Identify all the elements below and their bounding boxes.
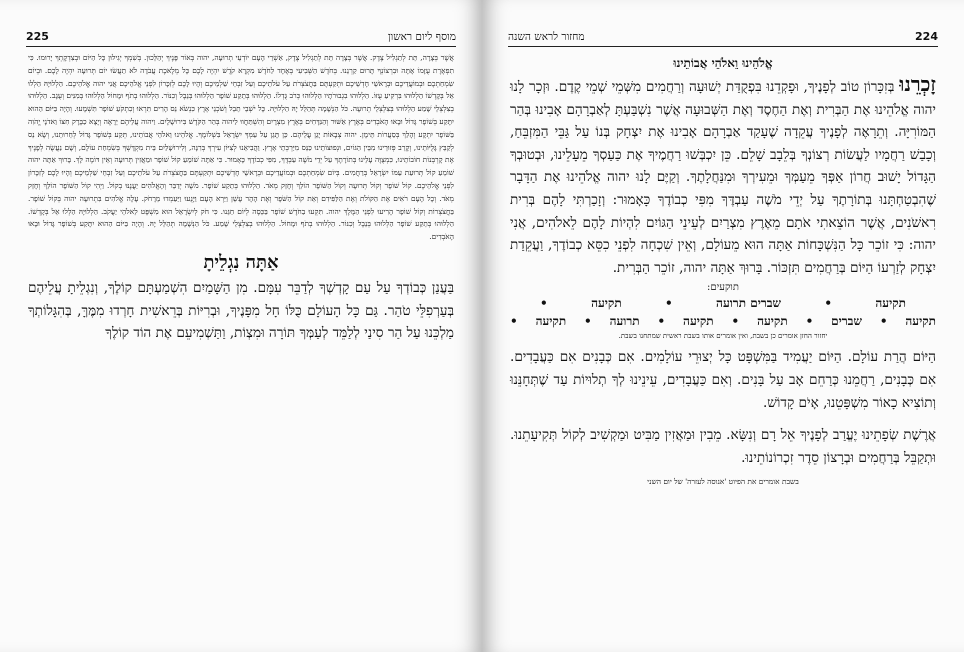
left-page-content xyxy=(28,52,454,642)
bullet-icon: • xyxy=(540,296,548,311)
zichronot-paragraph xyxy=(510,73,936,279)
shofar-call: תקיעה xyxy=(875,296,906,311)
zichronot-text: בְּזִכָּרוֹן טוֹב לְפָנֶיךָ, וּפָקְדֵנוּ בִּפְקֻדַּת יְשׁוּעָה וְרַחֲמִים מִשְּׁמֵי שְׁמֵי קֶדֶם. וּזְכָר לָנוּ יהוה אֱלֹהֵינוּ אֶת הַבְּרִית וְאֶת הַחֶסֶד וְאֶת הַשְּׁבוּעָה אֲשֶׁר נִשְׁבַּעְתָּ לְאַבְרָהָם אָבִינוּ בְּהַר הַמּוֹרִיָּה. וְתֵרָאֶה לְפָנֶיךָ עֲקֵדָה שֶׁעָקַד אַבְרָהָם אָבִינוּ אֶת יִצְחָק בְּנוֹ עַל גַּבֵּי הַמִּזְבֵּחַ, וְכָבַשׁ רַחֲמָיו לַעֲשׂוֹת רְצוֹנְךָ בְּלֵבָב שָׁלֵם. כֵּן יִכְבְּשׁוּ רַחֲמֶיךָ אֶת כַּעַסְךָ מֵעָלֵינוּ, וּבְטוּבְךָ הַגָּדוֹל יָשׁוּב חֲרוֹן אַפְּךָ מֵעַמְּךָ וּמֵעִירְךָ וּמִנַּחֲלָתֶךָ. וְקַיֶּם לָנוּ יהוה אֱלֹהֵינוּ אֶת הַדָּבָר שֶׁהִבְטַחְתָּנוּ בְּתוֹרָתֶךָ עַל יְדֵי מֹשֶׁה עַבְדֶּךָ מִפִּי כְבוֹדֶךָ כָּאָמוּר: וְזָכַרְתִּי לָהֶם בְּרִית רִאשֹׁנִים, אֲשֶׁר הוֹצֵאתִי אֹתָם מֵאֶרֶץ מִצְרַיִם לְעֵינֵי הַגּוֹיִם לִהְיוֹת לָהֶם לֵאלֹהִים, אֲנִי יהוה: כִּי זוֹכֵר כָּל הַנִּשְׁכָּחוֹת אַתָּה הוּא מֵעוֹלָם, וְאֵין שִׁכְחָה לִפְנֵי כִסֵּא כְבוֹדֶךָ, וַעֲקֵדַת יִצְחָק לְזַרְעוֹ הַיּוֹם בְּרַחֲמִים תִּזְכּוֹר. בָּרוּךְ אַתָּה יהוה, זוֹכֵר הַבְּרִית. xyxy=(510,79,936,276)
hayom-harat-olam-text: הַיּוֹם הֲרַת עוֹלָם. הַיּוֹם יַעֲמִיד בַּמִּשְׁפָּט כָּל יְצוּרֵי עוֹלָמִים. אִם כְּבָנִים אִם כַּעֲבָדִים. אִם כְּבָנִים, רַחֲמֵנוּ כְּרַחֵם אָב עַל בָּנִים. וְאִם כַּעֲבָדִים, עֵינֵינוּ לְךָ תְלוּיוֹת עַד שֶׁתְּחָנֵּנוּ וְתוֹצִיא כָאוֹר מִשְׁפָּטֵנוּ, אָיֹם קָדוֹשׁ. xyxy=(510,349,936,411)
areshet-sefateinu-text: אֲרֶשֶׁת שְׂפָתֵינוּ יֶעֱרַב לְפָנֶיךָ אֵל רָם וְנִשָּׂא. מֵבִין וּמַאֲזִין מַבִּיט וּמַקְשִׁיב לְקוֹל תְּקִיעָתֵנוּ. וּתְקַבֵּל בְּרַחֲמִים וּבְרָצוֹן סֵדֶר זִכְרוֹנוֹתֵינוּ. xyxy=(510,427,936,466)
shofar-call: תקיעה xyxy=(757,314,788,329)
shofar-call: תרועה xyxy=(609,314,640,329)
shofar-note: יחזור החזן אומרים כן בשבת, ואין אומרים אותו בשבת ראשית שמתחנו בשבת. xyxy=(618,332,828,341)
footer-note: בשבת אומרים את הפיוט 'אנוסה לעזרה' של יום השני xyxy=(647,477,799,487)
shofar-sequence-2 xyxy=(510,314,936,329)
bullet-icon: • xyxy=(584,314,592,329)
left-running-title: מוסף ליום ראשון xyxy=(387,31,456,43)
right-running-head xyxy=(508,30,938,47)
shofar-call: תקיעה xyxy=(683,314,714,329)
shofarot-small-text: אֲשֶׁר בְּצָרָה, תֵּת לְתַגְלִיל צֶדֶק. אֲשֶׁר בְּצָרָה תֵּת לְתַגְלִיל צֶדֶק, אַשְׁרֵי הָעָם יוֹדְעֵי תְרוּעָה, יהוה בְּאוֹר פָּנֶיךָ יְהַלֵּכוּן. בְּשִׁמְךָ יְגִילוּן כָּל הַיּוֹם וּבְצִדְקָתְךָ יָרוּמוּ. כִּי תִפְאֶרֶת עֻזָּמוֹ אָתָּה וּבִרְצוֹנְךָ תָּרוּם קַרְנֵנוּ. בְּחֹדֶשׁ הַשְּׁבִיעִי בְּאֶחָד לַחֹדֶשׁ מִקְרָא קֹדֶשׁ יִהְיֶה לָכֶם כָּל מְלֶאכֶת עֲבֹדָה לֹא תַעֲשׂוּ יוֹם תְּרוּעָה יִהְיֶה לָכֶם. וּבְיוֹם שִׂמְחַתְכֶם וּבְמוֹעֲדֵיכֶם וּבְרָאשֵׁי חָדְשֵׁיכֶם וּתְקַעְתֶּם בַּחֲצֹצְרֹת עַל עֹלֹתֵיכֶם וְעַל זִבְחֵי שַׁלְמֵיכֶם וְהָיוּ לָכֶם לְזִכָּרוֹן לִפְנֵי אֱלֹהֵיכֶם אֲנִי יהוה אֱלֹהֵיכֶם. הַלְלוּיָהּ הַלְלוּ אֵל בְּקָדְשׁוֹ הַלְלוּהוּ בִּרְקִיעַ עֻזּוֹ. הַלְלוּהוּ בִגְבוּרֹתָיו הַלְלוּהוּ כְּרֹב גֻּדְלוֹ. הַלְלוּהוּ בְּתֵקַע שׁוֹפָר הַלְלוּהוּ בְּנֵבֶל וְכִנּוֹר. הַלְלוּהוּ בְתֹף וּמָחוֹל הַלְלוּהוּ בְּמִנִּים וְעֻגָב. הַלְלוּהוּ בְצִלְצְלֵי שָׁמַע הַלְלוּהוּ בְּצִלְצְלֵי תְרוּעָה. כֹּל הַנְּשָׁמָה תְּהַלֵּל יָהּ הַלְלוּיָהּ. כָּל יֹשְׁבֵי תֵבֵל וְשֹׁכְנֵי אָרֶץ כִּנְשֹׂא נֵס הָרִים תִּרְאוּ וְכִתְקֹעַ שׁוֹפָר תִּשְׁמָעוּ. וְהָיָה בַּיּוֹם הַהוּא יִתָּקַע בְּשׁוֹפָר גָּדוֹל וּבָאוּ הָאֹבְדִים בְּאֶרֶץ אַשּׁוּר וְהַנִּדָּחִים בְּאֶרֶץ מִצְרָיִם וְהִשְׁתַּחֲווּ לַיהוה בְּהַר הַקֹּדֶשׁ בִּירוּשָׁלָיִם. וַיהוה עֲלֵיהֶם יֵרָאֶה וְיָצָא כַבָּרָק חִצּוֹ וַאדֹנָי יֱהֹוִה בַּשּׁוֹפָר יִתְקָע וְהָלַךְ בְּסַעֲרוֹת תֵּימָן. יהוה צְבָאוֹת יָגֵן עֲלֵיהֶם. כֵּן תָּגֵן עַל עַמְּךָ יִשְׂרָאֵל בִּשְׁלוֹמֶךָ. אֱלֹהֵינוּ וֵאלֹהֵי אֲבוֹתֵינוּ, תְּקַע בְּשׁוֹפָר גָּדוֹל לְחֵרוּתֵנוּ, וְשָׂא נֵס לְקַבֵּץ גָּלֻיּוֹתֵינוּ, וְקָרֵב פְּזוּרֵינוּ מִבֵּין הַגּוֹיִם, וּנְפוּצוֹתֵינוּ כַּנֵּס מִיַּרְכְּתֵי אָרֶץ. וַהֲבִיאֵנוּ לְצִיּוֹן עִירְךָ בְּרִנָּה, וְלִירוּשָׁלַיִם בֵּית מִקְדָּשְׁךָ בְּשִׂמְחַת עוֹלָם, וְשָׁם נַעֲשֶׂה לְפָנֶיךָ אֶת קָרְבְּנוֹת חוֹבוֹתֵינוּ, כִּמְצֻוֶּה עָלֵינוּ בְּתוֹרָתֶךָ עַל יְדֵי מֹשֶׁה עַבְדֶּךָ, מִפִּי כְבוֹדֶךָ כָּאָמוּר. כִּי אַתָּה שׁוֹמֵעַ קוֹל שׁוֹפָר וּמַאֲזִין תְּרוּעָה וְאֵין דּוֹמֶה לָּךְ. בָּרוּךְ אַתָּה יהוה שׁוֹמֵעַ קוֹל תְּרוּעַת עַמּוֹ יִשְׂרָאֵל בְּרַחֲמִים. בְּיוֹם שִׂמְחַתְכֶם וּבְמוֹעֲדֵיכֶם וּבְרָאשֵׁי חָדְשֵׁיכֶם וּתְקַעְתֶּם בַּחֲצֹצְרֹת עַל עֹלֹתֵיכֶם וְעַל זִבְחֵי שַׁלְמֵיכֶם וְהָיוּ לָכֶם לְזִכָּרוֹן לִפְנֵי אֱלֹהֵיכֶם. קוֹל שׁוֹפָר וְקוֹל תְּרוּעָה וְקוֹל הַשּׁוֹפָר הוֹלֵךְ וְחָזֵק מְאֹד. הַלְלוּהוּ בְּתֵקַע שׁוֹפָר. מֹשֶׁה יְדַבֵּר וְהָאֱלֹהִים יַעֲנֶנּוּ בְקוֹל. וַיְהִי קוֹל הַשּׁוֹפָר הוֹלֵךְ וְחָזֵק מְאֹד. וְכָל הָעָם רֹאִים אֶת הַקּוֹלֹת וְאֶת הַלַּפִּידִם וְאֵת קוֹל הַשֹּׁפָר וְאֶת הָהָר עָשֵׁן וַיַּרְא הָעָם וַיָּנֻעוּ וַיַּעַמְדוּ מֵרָחֹק. עָלָה אֱלֹהִים בִּתְרוּעָה יהוה בְּקוֹל שׁוֹפָר. בַּחֲצֹצְרוֹת וְקוֹל שׁוֹפָר הָרִיעוּ לִפְנֵי הַמֶּלֶךְ יהוה. תִּקְעוּ בַחֹדֶשׁ שׁוֹפָר בַּכֵּסֶה לְיוֹם חַגֵּנוּ. כִּי חֹק לְיִשְׂרָאֵל הוּא מִשְׁפָּט לֵאלֹהֵי יַעֲקֹב. הַלְלוּיָהּ הַלְלוּ אֵל בְּקָדְשׁוֹ. הַלְלוּהוּ בְּתֵקַע שׁוֹפָר הַלְלוּהוּ בְּנֵבֶל וְכִנּוֹר. הַלְלוּהוּ בְתֹף וּמָחוֹל. הַלְלוּהוּ בְצִלְצְלֵי שָׁמַע. כֹּל הַנְּשָׁמָה תְּהַלֵּל יָהּ. וְהָיָה בַּיּוֹם הַהוּא יִתָּקַע בְּשׁוֹפָר גָּדוֹל וּבָאוּ הָאֹבְדִים. xyxy=(28,53,454,242)
tokim-label: תוקעים: xyxy=(707,282,739,294)
bullet-icon: • xyxy=(879,314,888,329)
bullet-icon: • xyxy=(657,314,666,329)
bullet-icon: • xyxy=(805,314,814,329)
right-page-number: 224 xyxy=(915,30,938,43)
shofar-call: תקיעה xyxy=(905,314,936,329)
bullet-icon: • xyxy=(731,314,740,329)
bullet-icon: • xyxy=(510,314,518,329)
lead-word-zochrenu: זָכְרֵנוּ xyxy=(899,72,936,96)
shofar-call: תקיעה xyxy=(591,296,622,311)
bullet-icon: • xyxy=(824,296,833,311)
shofar-call: תקיעה xyxy=(535,314,567,329)
left-page-number: 225 xyxy=(26,30,49,43)
right-page xyxy=(482,0,964,652)
right-running-title: מחזור לראש השנה xyxy=(508,31,585,43)
right-page-content xyxy=(510,52,936,642)
ata-nigleta-text: בַּעֲנַן כְּבוֹדְךָ עַל עַם קָדְשְׁךָ לְדַבֵּר עִמָּם. מִן הַשָּׁמַיִם הִשְׁמַעְתָּם קוֹלֶךָ, וְנִגְלֵיתָ עֲלֵיהֶם בְּעַרְפִלֵּי טֹהַר. גַּם כָּל הָעוֹלָם כֻּלּוֹ חָל מִפָּנֶיךָ, וּבְרִיּוֹת בְּרֵאשִׁית חָרְדוּ מִמֶּךָּ, בְּהִגָּלוֹתְךָ מַלְכֵּנוּ עַל הַר סִינַי לְלַמֵּד לְעַמְּךָ תּוֹרָה וּמִצְוֹת, וַתַּשְׁמִיעֵם אֶת הוֹד קוֹלֶךָ xyxy=(28,279,454,342)
shofar-sequence-1 xyxy=(540,296,906,311)
eloheinu-heading: אֱלֹהֵינוּ וֵאלֹהֵי אֲבוֹתֵינוּ xyxy=(673,56,773,70)
section-title-ata-nigleta: אַתָּה נִגְלֵיתָ xyxy=(203,251,279,273)
shofar-call: שברים תרועה xyxy=(716,296,782,311)
shofar-call: שברים xyxy=(831,314,862,329)
left-running-head xyxy=(26,30,456,47)
bullet-icon: • xyxy=(665,296,673,311)
